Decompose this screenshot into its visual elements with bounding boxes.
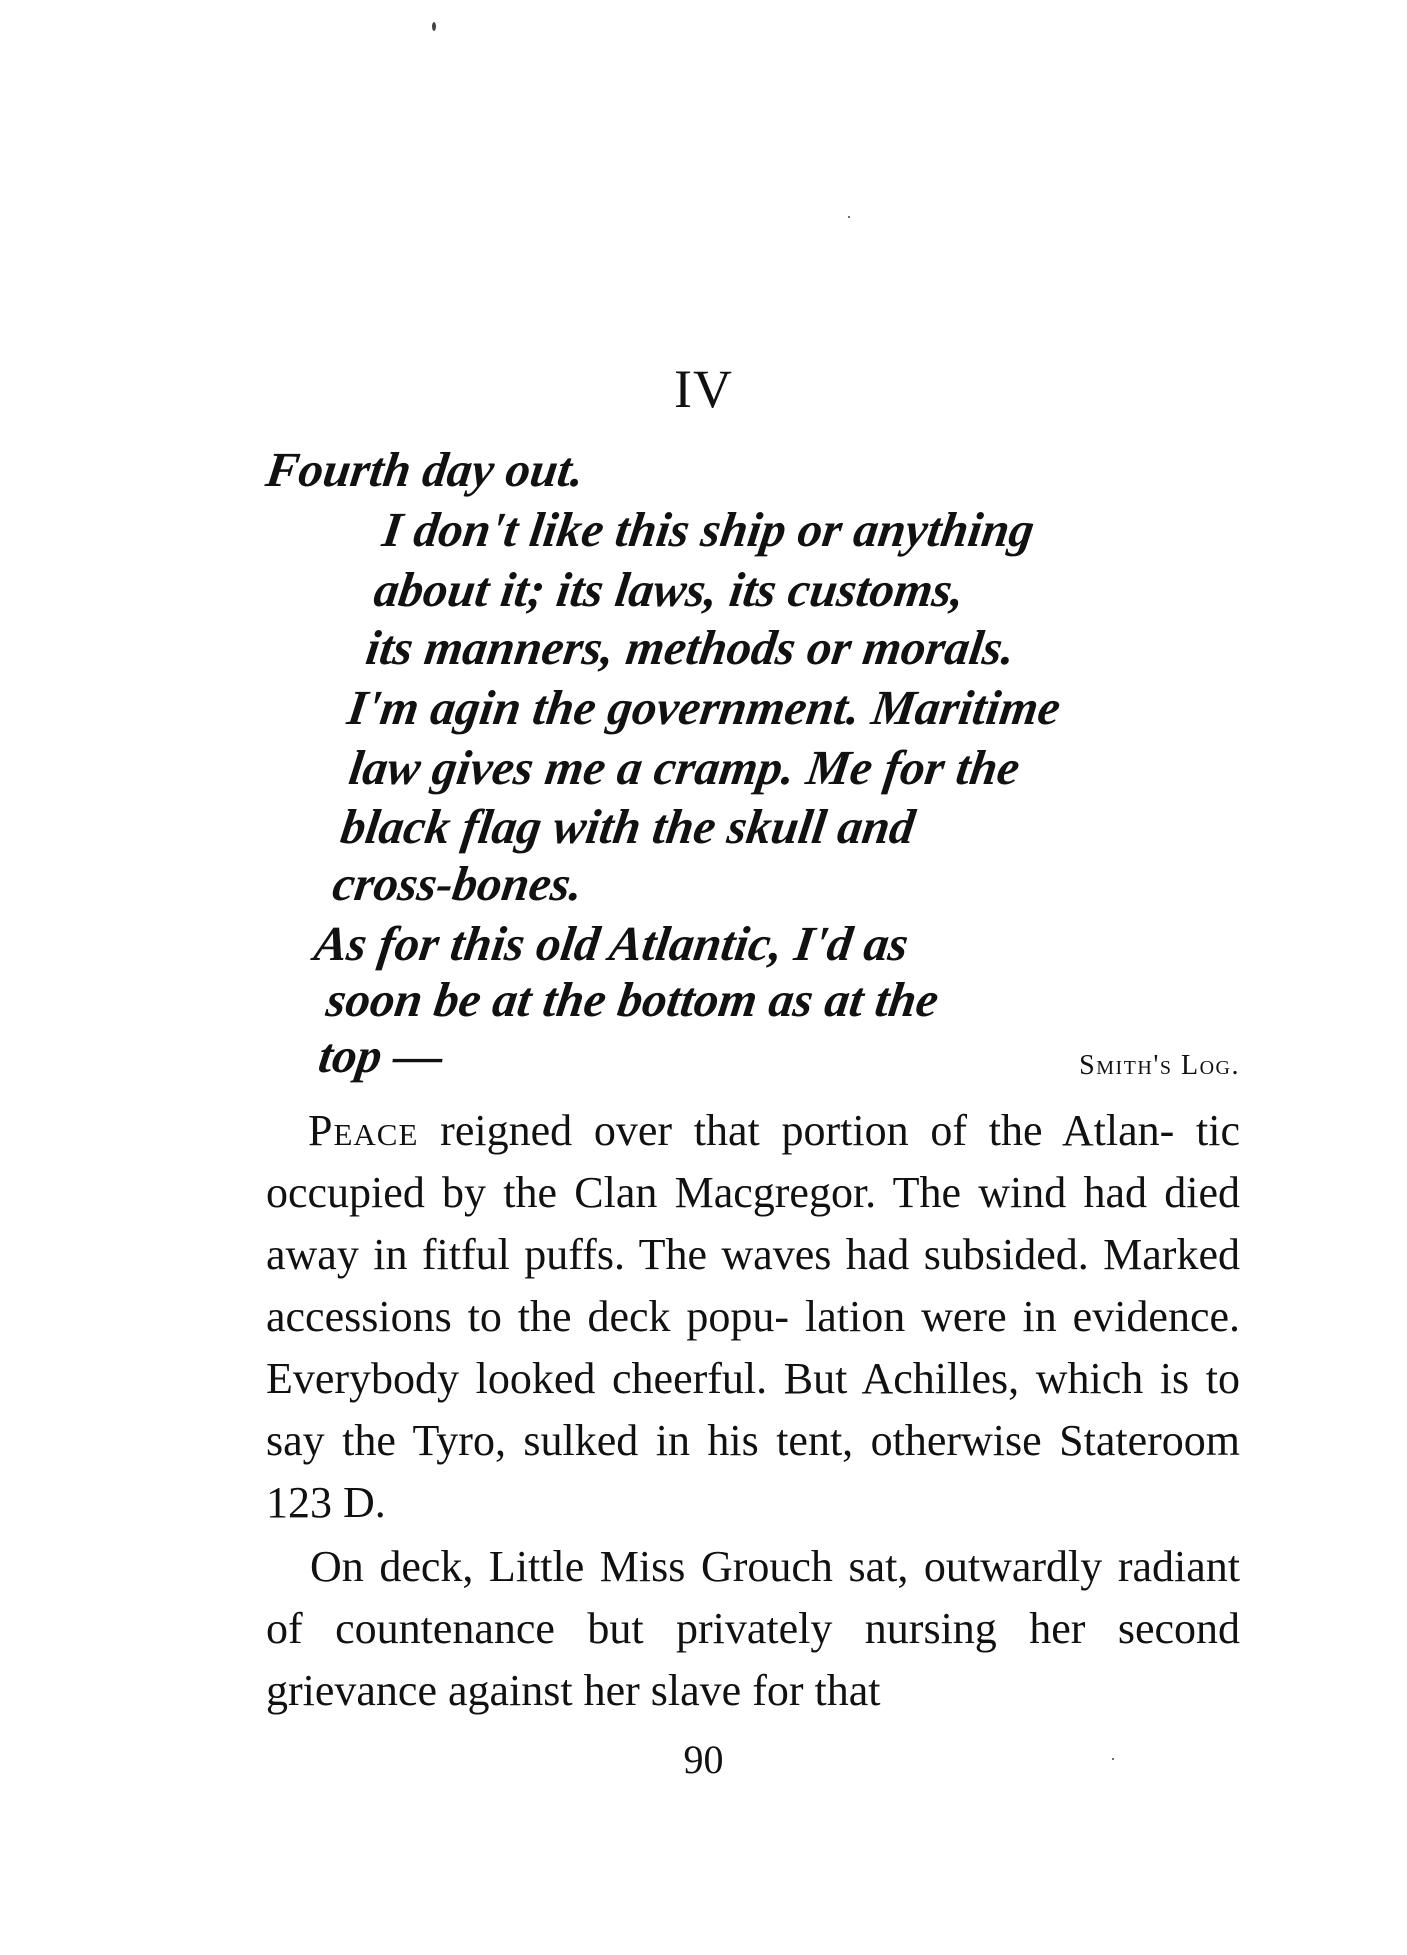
paragraph (266, 1536, 1240, 1722)
log-line: its manners, methods or morals. (362, 620, 1019, 675)
chapter-number: IV (674, 359, 733, 419)
paragraph-text: On deck, Little Miss Grouch sat, outwardly radiant of countenance but privately nursing her second grievance against her slave for that (266, 1542, 1240, 1715)
paragraph (266, 1100, 1240, 1534)
ink-speck (848, 216, 850, 218)
log-attribution: Smith's Log. (1079, 1050, 1240, 1081)
paragraph-text: reigned over that portion of the Atlan- tic occupied by the Clan Macgregor. The wind had died away in fitful puffs. The waves had subsided. Marked accessions to the deck popu- lation were in evidence. Everybody looked cheerful. But Achilles, which is to say the Tyro, sulked in his tent, otherwise Stateroom 123 D. (266, 1106, 1240, 1527)
log-line: law gives me a cramp. Me for the (345, 740, 1024, 795)
log-line: I'm agin the government. Maritime (344, 680, 1064, 735)
log-line: cross-bones. (329, 856, 587, 911)
ink-speck (432, 22, 436, 31)
log-line: about it; its laws, its customs, (370, 562, 969, 617)
log-line: soon be at the bottom as at the (323, 972, 943, 1027)
log-line: top — (315, 1028, 447, 1083)
log-line: As for this old Atlantic, I'd as (311, 916, 912, 971)
log-line: I don't like this ship or anything (379, 502, 1038, 557)
page-number: 90 (683, 1737, 724, 1782)
lead-word: Peace (308, 1106, 419, 1155)
log-line: Fourth day out. (262, 442, 588, 497)
body-text (266, 1100, 1240, 1724)
log-line: black flag with the skull and (337, 799, 919, 854)
